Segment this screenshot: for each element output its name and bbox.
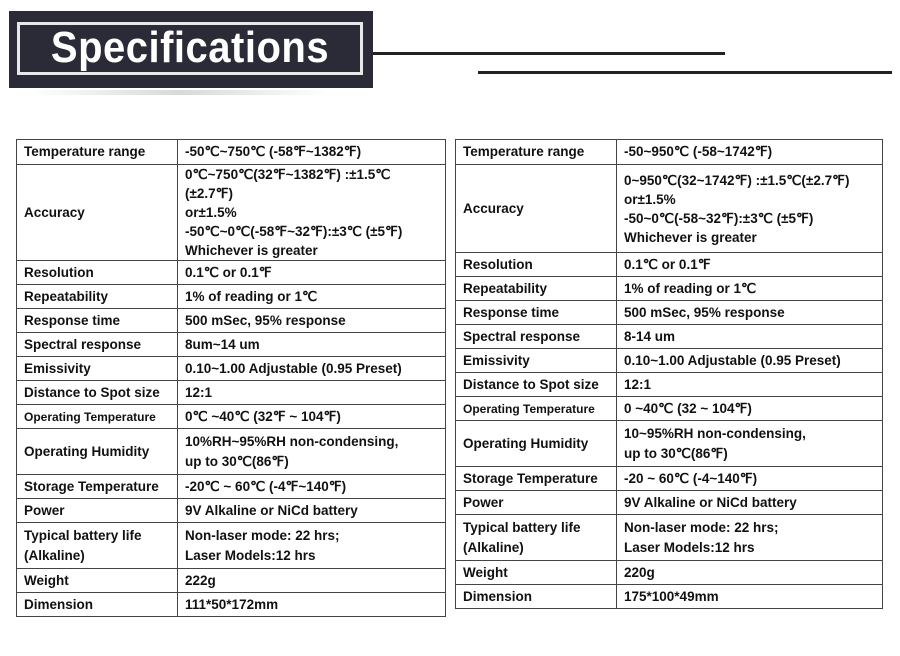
spec-value: 12:1 — [178, 381, 446, 405]
spec-value: 9V Alkaline or NiCd battery — [178, 499, 446, 523]
spec-value-line: Non-laser mode: 22 hrs; — [185, 527, 340, 543]
spec-value — [178, 429, 446, 475]
spec-label — [17, 523, 178, 569]
spec-value-line: Non-laser mode: 22 hrs; — [624, 519, 779, 535]
table-row — [17, 381, 446, 405]
spec-label: Weight — [456, 561, 617, 585]
spec-label: Power — [17, 499, 178, 523]
spec-value: 1% of reading or 1℃ — [617, 277, 883, 301]
spec-value: 175*100*49mm — [617, 585, 883, 609]
banner-shadow — [30, 90, 330, 95]
spec-value-line: -50℃~0℃(-58℉~32℉):±3℃ (±5℉) — [185, 224, 403, 239]
table-row — [17, 569, 446, 593]
spec-label: Storage Temperature — [17, 475, 178, 499]
table-row — [456, 349, 883, 373]
spec-label: Accuracy — [17, 165, 178, 261]
table-row — [456, 253, 883, 277]
table-row — [456, 140, 883, 165]
spec-value: -50℃~750℃ (-58℉~1382℉) — [178, 140, 446, 165]
banner-frame — [17, 22, 363, 75]
page-title: Specifications — [50, 24, 330, 72]
table-row — [456, 561, 883, 585]
spec-value — [617, 515, 883, 561]
spec-label: Resolution — [456, 253, 617, 277]
spec-value-line: Laser Models:12 hrs — [624, 539, 755, 555]
spec-label: Dimension — [456, 585, 617, 609]
spec-value-line: 10~95%RH non-condensing, — [624, 425, 806, 441]
spec-value: 9V Alkaline or NiCd battery — [617, 491, 883, 515]
spec-label-line: Typical battery life — [24, 527, 142, 543]
spec-value: 8-14 um — [617, 325, 883, 349]
spec-label: Emissivity — [456, 349, 617, 373]
spec-table-left — [16, 139, 446, 617]
spec-label: Dimension — [17, 593, 178, 617]
spec-label: Operating Temperature — [17, 405, 178, 429]
spec-label-line: (Alkaline) — [463, 539, 524, 555]
table-row — [456, 467, 883, 491]
spec-value: 12:1 — [617, 373, 883, 397]
spec-value-line: or±1.5% — [185, 205, 237, 220]
spec-value: 0℃ ~40℃ (32℉ ~ 104℉) — [178, 405, 446, 429]
spec-value-line: Whichever is greater — [185, 243, 318, 258]
table-row — [456, 325, 883, 349]
spec-value: 1% of reading or 1℃ — [178, 285, 446, 309]
spec-value-line: Laser Models:12 hrs — [185, 547, 316, 563]
spec-value — [178, 523, 446, 569]
spec-label: Repeatability — [17, 285, 178, 309]
table-row — [17, 357, 446, 381]
spec-value-line: 0℃~750℃(32℉~1382℉) :±1.5℃(±2.7℉) — [185, 167, 391, 201]
specifications-banner — [9, 11, 373, 88]
table-row — [456, 397, 883, 421]
spec-label: Temperature range — [456, 140, 617, 165]
spec-value-line: -50~0℃(-58~32℉):±3℃ (±5℉) — [624, 210, 814, 226]
spec-value: -20℃ ~ 60℃ (-4℉~140℉) — [178, 475, 446, 499]
spec-table-right — [455, 139, 883, 609]
table-row — [17, 405, 446, 429]
table-row — [456, 515, 883, 561]
spec-value: 0.1℃ or 0.1℉ — [617, 253, 883, 277]
spec-label: Response time — [17, 309, 178, 333]
spec-value: -50~950℃ (-58~1742℉) — [617, 140, 883, 165]
spec-label: Emissivity — [17, 357, 178, 381]
spec-label: Response time — [456, 301, 617, 325]
spec-label: Storage Temperature — [456, 467, 617, 491]
table-row — [456, 165, 883, 253]
spec-value — [617, 165, 883, 253]
spec-value: -20 ~ 60℃ (-4~140℉) — [617, 467, 883, 491]
spec-value-line: up to 30℃(86℉) — [185, 453, 289, 469]
spec-label — [456, 515, 617, 561]
decorative-line-top — [373, 52, 725, 55]
spec-label: Distance to Spot size — [456, 373, 617, 397]
spec-label: Distance to Spot size — [17, 381, 178, 405]
spec-label: Operating Humidity — [456, 421, 617, 467]
table-row — [17, 261, 446, 285]
table-row — [456, 585, 883, 609]
table-row — [456, 373, 883, 397]
table-row — [17, 475, 446, 499]
table-row — [17, 499, 446, 523]
table-row — [456, 277, 883, 301]
table-row — [17, 140, 446, 165]
spec-label: Spectral response — [17, 333, 178, 357]
spec-label: Resolution — [17, 261, 178, 285]
table-row — [17, 165, 446, 261]
spec-value: 0.10~1.00 Adjustable (0.95 Preset) — [617, 349, 883, 373]
spec-value-line: 10%RH~95%RH non-condensing, — [185, 433, 399, 449]
spec-value-line: Whichever is greater — [624, 229, 757, 245]
spec-label: Repeatability — [456, 277, 617, 301]
table-row — [17, 593, 446, 617]
spec-value: 0 ~40℃ (32 ~ 104℉) — [617, 397, 883, 421]
spec-value: 500 mSec, 95% response — [178, 309, 446, 333]
spec-value — [617, 421, 883, 467]
spec-value: 220g — [617, 561, 883, 585]
spec-value-line: or±1.5% — [624, 191, 676, 207]
table-row — [456, 421, 883, 467]
decorative-line-bottom — [478, 71, 892, 74]
spec-label: Operating Humidity — [17, 429, 178, 475]
table-row — [456, 301, 883, 325]
spec-label-line: (Alkaline) — [24, 547, 85, 563]
table-row — [17, 523, 446, 569]
spec-label: Operating Temperature — [456, 397, 617, 421]
spec-label: Temperature range — [17, 140, 178, 165]
spec-value — [178, 165, 446, 261]
spec-label: Accuracy — [456, 165, 617, 253]
spec-value: 0.1℃ or 0.1℉ — [178, 261, 446, 285]
spec-label-line: Typical battery life — [463, 519, 581, 535]
spec-value: 8um~14 um — [178, 333, 446, 357]
table-row — [17, 309, 446, 333]
spec-value-line: 0~950℃(32~1742℉) :±1.5℃(±2.7℉) — [624, 172, 850, 188]
spec-value: 500 mSec, 95% response — [617, 301, 883, 325]
spec-label: Power — [456, 491, 617, 515]
spec-label: Weight — [17, 569, 178, 593]
table-row — [456, 491, 883, 515]
spec-value: 0.10~1.00 Adjustable (0.95 Preset) — [178, 357, 446, 381]
spec-label: Spectral response — [456, 325, 617, 349]
spec-value: 222g — [178, 569, 446, 593]
table-row — [17, 333, 446, 357]
table-row — [17, 429, 446, 475]
spec-value: 111*50*172mm — [178, 593, 446, 617]
spec-value-line: up to 30℃(86℉) — [624, 445, 728, 461]
table-row — [17, 285, 446, 309]
